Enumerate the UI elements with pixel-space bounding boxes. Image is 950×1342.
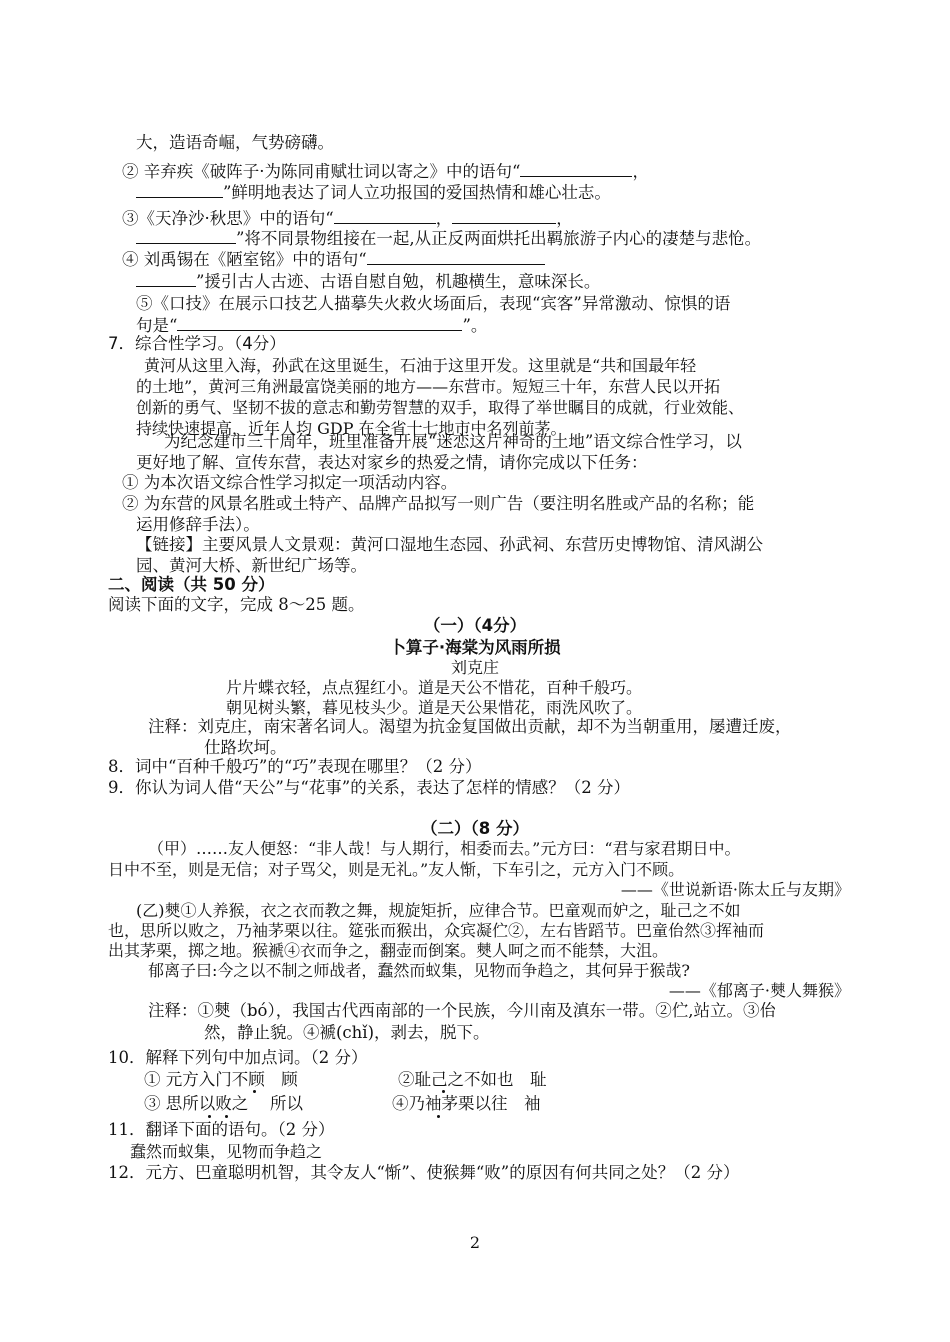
question-8: 8．词中“百种千般巧”的“巧”表现在哪里？（2 分） [108,757,482,776]
q10-item-4: ④乃袖茅栗以往 袖 [392,1094,541,1113]
q7-task-1: ① 为本次语文综合性学习拟定一项活动内容。 [122,473,458,492]
q7-title: 7．综合性学习。（4分） [108,334,286,353]
q7-para: 的土地”，黄河三角洲最富饶美丽的地方——东营市。短短三十年，东营人民以开拓 [136,377,721,396]
emphasis-dot [208,1115,211,1118]
q7-para: 黄河从这里入海，孙武在这里诞生，石油于这里开发。这里就是“共和国最年轻 [144,356,697,375]
passage-b: 郁离子曰:今之以不制之师战者，蠢然而蚁集，见物而争趋之，其何异于猴哉? [148,961,690,980]
q11-sentence: 蠢然而蚁集，见物而争趋之 [130,1142,323,1161]
q7-task-2: ② 为东营的风景名胜或土特产、品牌产品拟写一则广告（要注明名胜或产品的名称；能 [122,494,755,513]
passage-b-source: ——《郁离子·僰人舞猴》 [668,981,850,1000]
q6-item-2-cont: ”鲜明地表达了词人立功报国的爱国热情和雄心壮志。 [136,181,611,204]
q6-item-5-cont: 句是“ ”。 [136,316,488,335]
part2-intro: 阅读下面的文字，完成 8～25 题。 [108,595,365,614]
q6-item-3-cont: ”将不同景物组接在一起,从正反两面烘托出羁旅游子内心的凄楚与悲怆。 [136,227,761,250]
blank[interactable] [334,207,436,224]
sec2-note: 注释：①僰（bó），我国古代西南部的一个民族，今川南及滇东一带。②伫,站立。③佁 [148,1001,776,1020]
emphasis-dot [253,1090,256,1093]
q6-item-4-cont: ”援引古人古迹、古语自慰自勉，机趣横生，意味深长。 [136,270,600,293]
q6-item-5: ⑤《口技》在展示口技艺人描摹失火救火场面后，表现“宾客”异常激动、惊惧的语 [136,294,731,313]
q10-item-2: ②耻己之不如也 耻 [398,1070,547,1089]
sec1-note-cont: 仕路坎坷。 [204,738,287,757]
q7-task-2-cont: 运用修辞手法）。 [136,515,260,534]
blank[interactable] [520,160,632,177]
passage-a: （甲）……友人便怒：“非人哉！与人期行，相委而去。”元方曰：“君与家君期日中。 [148,839,741,858]
q7-link-cont: 园、黄河大桥、新世纪广场等。 [136,556,367,575]
emphasis-dot [437,1115,440,1118]
q7-para: 为纪念建市三十周年，班里准备开展“迷恋这片神奇的土地”语文综合性学习，以 [164,432,742,451]
blank[interactable] [177,314,462,331]
page-number: 2 [469,1233,481,1252]
emphasis-dot [442,1090,445,1093]
q6-item-3: ③《天净沙·秋思》中的语句“ ， ， [122,209,573,228]
sec2-note-cont: 然，静止貌。④褫(chǐ)，剥去，脱下。 [204,1023,490,1042]
passage-b: 出其茅栗，掷之地。猴褫④衣而争之，翻壶而倒案。僰人呵之而不能禁，大沮。 [108,941,669,960]
blank[interactable] [136,270,196,287]
q7-link: 【链接】主要风景人文景观：黄河口湿地生态园、孙武祠、东营历史博物馆、清风湖公 [136,535,763,554]
blank[interactable] [452,207,556,224]
question-12: 12．元方、巴童聪明机智，其令友人“惭”、使猴舞“败”的原因有何共同之处？（2 分） [108,1163,740,1182]
blank[interactable] [367,248,545,265]
q6-item-4: ④ 刘禹锡在《陋室铭》中的语句“ [122,248,545,271]
blank[interactable] [136,181,223,198]
sec2-head: （二）（8 分） [421,819,529,838]
emphasis-dot [225,1115,228,1118]
q10-item-1: ① 元方入门不顾 顾 [144,1070,298,1089]
passage-a: 日中不至，则是无信；对子骂父，则是无礼。”友人惭，下车引之，元方入门不顾。 [108,860,685,879]
passage-b: (乙)僰①人养猴，衣之衣而教之舞，规旋矩折，应律合节。巴童观而妒之，耻己之不如 [136,901,741,920]
question-9: 9．你认为词人借“天公”与“花事”的关系，表达了怎样的情感？（2 分） [108,778,630,797]
poem-line: 朝见树头繁，暮见枝头少。道是天公果惜花，雨洗风吹了。 [226,698,643,717]
blank[interactable] [136,227,236,244]
sec1-head: （一）（4分） [423,616,527,635]
part2-title: 二、阅读（共 50 分） [108,575,275,594]
poem-line: 片片蝶衣轻，点点猩红小。道是天公不惜花，百种千般巧。 [226,678,643,697]
q6-line-0: 大，造语奇崛，气势磅礴。 [136,133,334,152]
q7-para: 持续快速提高，近年人均 GDP 在全省十七地市中名列前茅。 [136,419,567,438]
q6-item-2: ② 辛弃疾《破阵子·为陈同甫赋壮词以寄之》中的语句“ ， [122,162,649,181]
question-11: 11．翻译下面的语句。（2 分） [108,1120,335,1139]
q7-para: 更好地了解、宣传东营，表达对家乡的热爱之情，请你完成以下任务： [136,453,648,472]
q7-para: 创新的勇气、坚韧不拔的意志和勤劳智慧的双手，取得了举世瞩目的成就，行业效能、 [136,398,745,417]
passage-b: 也，思所以败之，乃袖茅栗以往。筵张而猴出，众宾凝伫②，左右皆蹈节。巴童佁然③挥袖而 [108,921,765,940]
sec1-title: 卜算子·海棠为风雨所损 [389,638,561,657]
sec1-author: 刘克庄 [450,658,499,677]
passage-a-source: ——《世说新语·陈太丘与友期》 [620,880,850,899]
q10-item-3: ③ 思所以败之 所以 [144,1094,303,1113]
sec1-note: 注释：刘克庄，南宋著名词人。渴望为抗金复国做出贡献，却不为当朝重用，屡遭迁废， [148,717,792,736]
question-10: 10．解释下列句中加点词。（2 分） [108,1048,368,1067]
